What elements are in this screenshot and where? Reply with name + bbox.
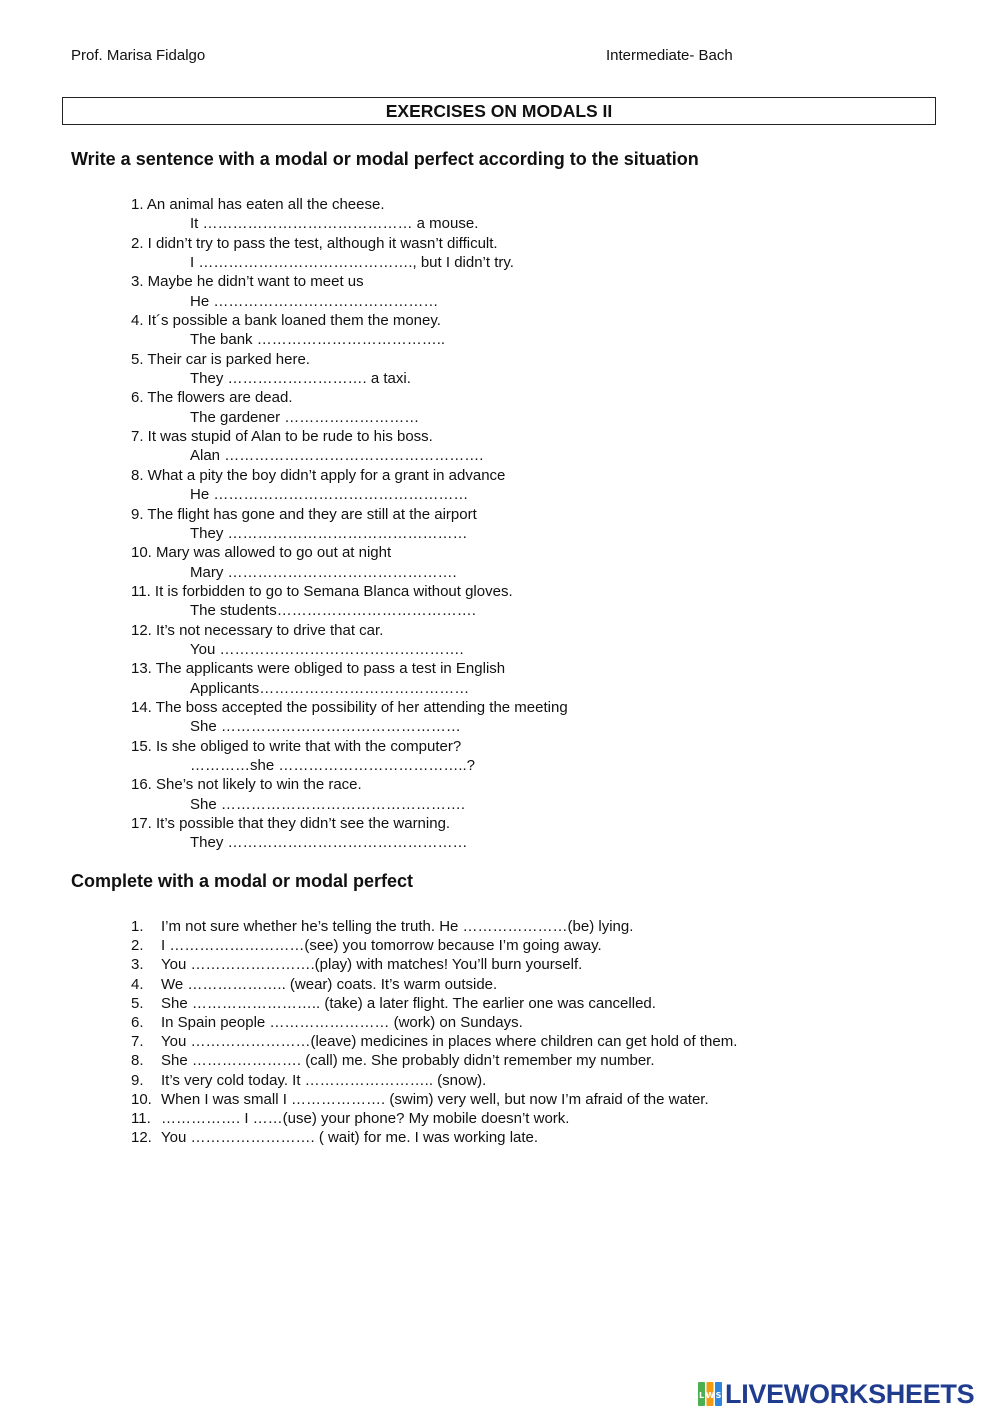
exercise1-question: 15. Is she obliged to write that with the computer? <box>131 737 462 755</box>
exercise1-item <box>131 775 568 814</box>
exercise1-item <box>131 311 568 350</box>
exercise2-item-text: ……………. I ……(use) your phone? My mobile doesn’t work. <box>161 1109 570 1127</box>
exercise1-answer-line: She …………………………………………. <box>190 795 466 813</box>
exercise2-item <box>131 1109 737 1128</box>
exercise2-item <box>131 955 737 974</box>
exercise1-answer-line: He ……………………………………… <box>190 292 439 310</box>
exercise1-question: 6. The flowers are dead. <box>131 389 293 407</box>
exercise1-item <box>131 272 568 311</box>
exercise2-item-number: 7. <box>131 1033 144 1051</box>
exercise2-item-text: You ……………………(leave) medicines in places where children can get hold of them. <box>161 1033 738 1051</box>
exercise1-question: 9. The flight has gone and they are still at the airport <box>131 505 477 523</box>
exercise1-question: 17. It’s possible that they didn’t see the warning. <box>131 815 451 832</box>
exercise2-item-number: 10. <box>131 1090 152 1108</box>
liveworksheets-logo-icon <box>697 1381 723 1407</box>
exercise2-item <box>131 917 737 936</box>
exercise1-question: 7. It was stupid of Alan to be rude to his boss. <box>131 428 433 446</box>
exercise1-answer-line: He …………………………………………… <box>190 486 469 504</box>
exercise1-question: 2. I didn’t try to pass the test, although it wasn’t difficult. <box>131 234 498 252</box>
exercise1-question: 14. The boss accepted the possibility of her attending the meeting <box>131 698 568 716</box>
exercise2-item-text: I ………………………(see) you tomorrow because I’m going away. <box>161 937 602 955</box>
exercise2-item-number: 12. <box>131 1129 152 1147</box>
exercise2-item <box>131 1090 737 1109</box>
exercise1-answer-line: Applicants…………………………………… <box>190 679 470 697</box>
exercise2-item <box>131 1071 737 1090</box>
exercise1-item <box>131 427 568 466</box>
exercise1-item <box>131 621 568 660</box>
exercise1-answer-line: She ………………………………………… <box>190 718 461 736</box>
exercise1-answer-line: …………she ………………………………..? <box>190 756 476 774</box>
exercise2-item <box>131 1013 737 1032</box>
exercise2-item <box>131 1128 737 1147</box>
worksheet-title: EXERCISES ON MODALS II <box>62 97 936 125</box>
exercise2-item-text: In Spain people …………………… (work) on Sundays. <box>161 1013 523 1031</box>
exercise2-item <box>131 936 737 955</box>
exercise2-item-number: 3. <box>131 956 144 974</box>
exercise1-answer-line: The bank ……………………………….. <box>190 331 446 349</box>
exercise2-item-number: 2. <box>131 937 144 955</box>
exercise2-item-text: I’m not sure whether he’s telling the truth. He …………………(be) lying. <box>161 918 634 935</box>
exercise1-question: 13. The applicants were obliged to pass a test in English <box>131 660 506 678</box>
exercise1-question: 3. Maybe he didn’t want to meet us <box>131 273 364 291</box>
exercise2-item-text: She …………………. (call) me. She probably didn’t remember my number. <box>161 1052 655 1070</box>
exercise1-item <box>131 814 568 853</box>
exercise2-item <box>131 975 737 994</box>
exercise2-item-text: It’s very cold today. It …………………….. (snow). <box>161 1071 487 1089</box>
exercise1-question: 11. It is forbidden to go to Semana Blanca without gloves. <box>131 582 513 600</box>
liveworksheets-brand: LIVEWORKSHEETS <box>725 1378 975 1409</box>
exercise1-question: 1. An animal has eaten all the cheese. <box>131 196 385 213</box>
exercise1-question: 8. What a pity the boy didn’t apply for a grant in advance <box>131 466 506 484</box>
exercise1-answer-line: They ………………………. a taxi. <box>190 370 411 388</box>
exercise2-item-number: 4. <box>131 975 144 993</box>
exercise2-item-number: 5. <box>131 994 144 1012</box>
exercise2-heading: Complete with a modal or modal perfect <box>71 871 414 891</box>
exercise1-answer-line: I ……………………………………., but I didn’t try. <box>190 254 514 272</box>
exercise1-item <box>131 659 568 698</box>
exercise1-answer-line: Alan ……………………………………………. <box>190 447 484 465</box>
logo-letter-s: S <box>715 1391 722 1400</box>
exercise1-item <box>131 505 568 544</box>
exercise1-item <box>131 234 568 273</box>
exercise2-item-text: We ……………….. (wear) coats. It’s warm outside. <box>161 975 498 993</box>
exercise1-item <box>131 195 568 234</box>
exercise1-item <box>131 350 568 389</box>
exercise2-item-number: 8. <box>131 1052 144 1070</box>
exercise2-item-number: 9. <box>131 1071 144 1089</box>
exercise1-answer-line: Mary ………………………………………. <box>190 563 457 581</box>
exercise1-answer-line: It …………………………………… a mouse. <box>190 215 479 233</box>
exercise2-item <box>131 1051 737 1070</box>
exercise2-item-number: 6. <box>131 1013 144 1031</box>
exercise1-item <box>131 737 568 776</box>
logo-letter-w: W <box>705 1391 715 1400</box>
exercise1-question: 12. It’s not necessary to drive that car. <box>131 621 384 639</box>
exercise2-item <box>131 994 737 1013</box>
exercise2-item-text: You …………………….(play) with matches! You’ll burn yourself. <box>161 956 583 974</box>
logo-letter-l: L <box>698 1391 705 1400</box>
exercise1-item <box>131 388 568 427</box>
exercise2-item-number: 11. <box>131 1109 151 1127</box>
exercise2-item-text: You ……………………. ( wait) for me. I was working late. <box>161 1129 539 1147</box>
exercise2-item-text: She …………………….. (take) a later flight. The earlier one was cancelled. <box>161 994 656 1012</box>
exercise1-answer-line: You …………………………………………. <box>190 640 464 658</box>
exercise1-item <box>131 466 568 505</box>
author-name: Prof. Marisa Fidalgo <box>71 47 206 64</box>
exercise2-item-text: When I was small I ………………. (swim) very well, but now I’m afraid of the water. <box>161 1090 709 1108</box>
exercise1-answer-line: The gardener ……………………… <box>190 408 420 426</box>
exercise1-answer-line: The students…………………………………. <box>190 602 476 620</box>
course-level: Intermediate- Bach <box>606 47 733 64</box>
exercise1-heading: Write a sentence with a modal or modal perfect according to the situation <box>71 149 699 169</box>
exercise2-item <box>131 1032 737 1051</box>
exercise1-answer-line: They ………………………………………… <box>190 834 468 852</box>
exercise1-answer-line: They ………………………………………… <box>190 524 468 542</box>
exercise1-question: 5. Their car is parked here. <box>131 350 310 368</box>
exercise1-list <box>131 195 568 853</box>
exercise1-question: 10. Mary was allowed to go out at night <box>131 544 392 562</box>
exercise1-item <box>131 698 568 737</box>
exercise2-item-number: 1. <box>131 918 144 935</box>
exercise1-item <box>131 582 568 621</box>
liveworksheets-logo <box>697 1378 974 1410</box>
exercise2-list <box>131 917 737 1147</box>
exercise1-question: 16. She’s not likely to win the race. <box>131 776 362 794</box>
exercise1-item <box>131 543 568 582</box>
exercise1-question: 4. It´s possible a bank loaned them the money. <box>131 312 441 330</box>
